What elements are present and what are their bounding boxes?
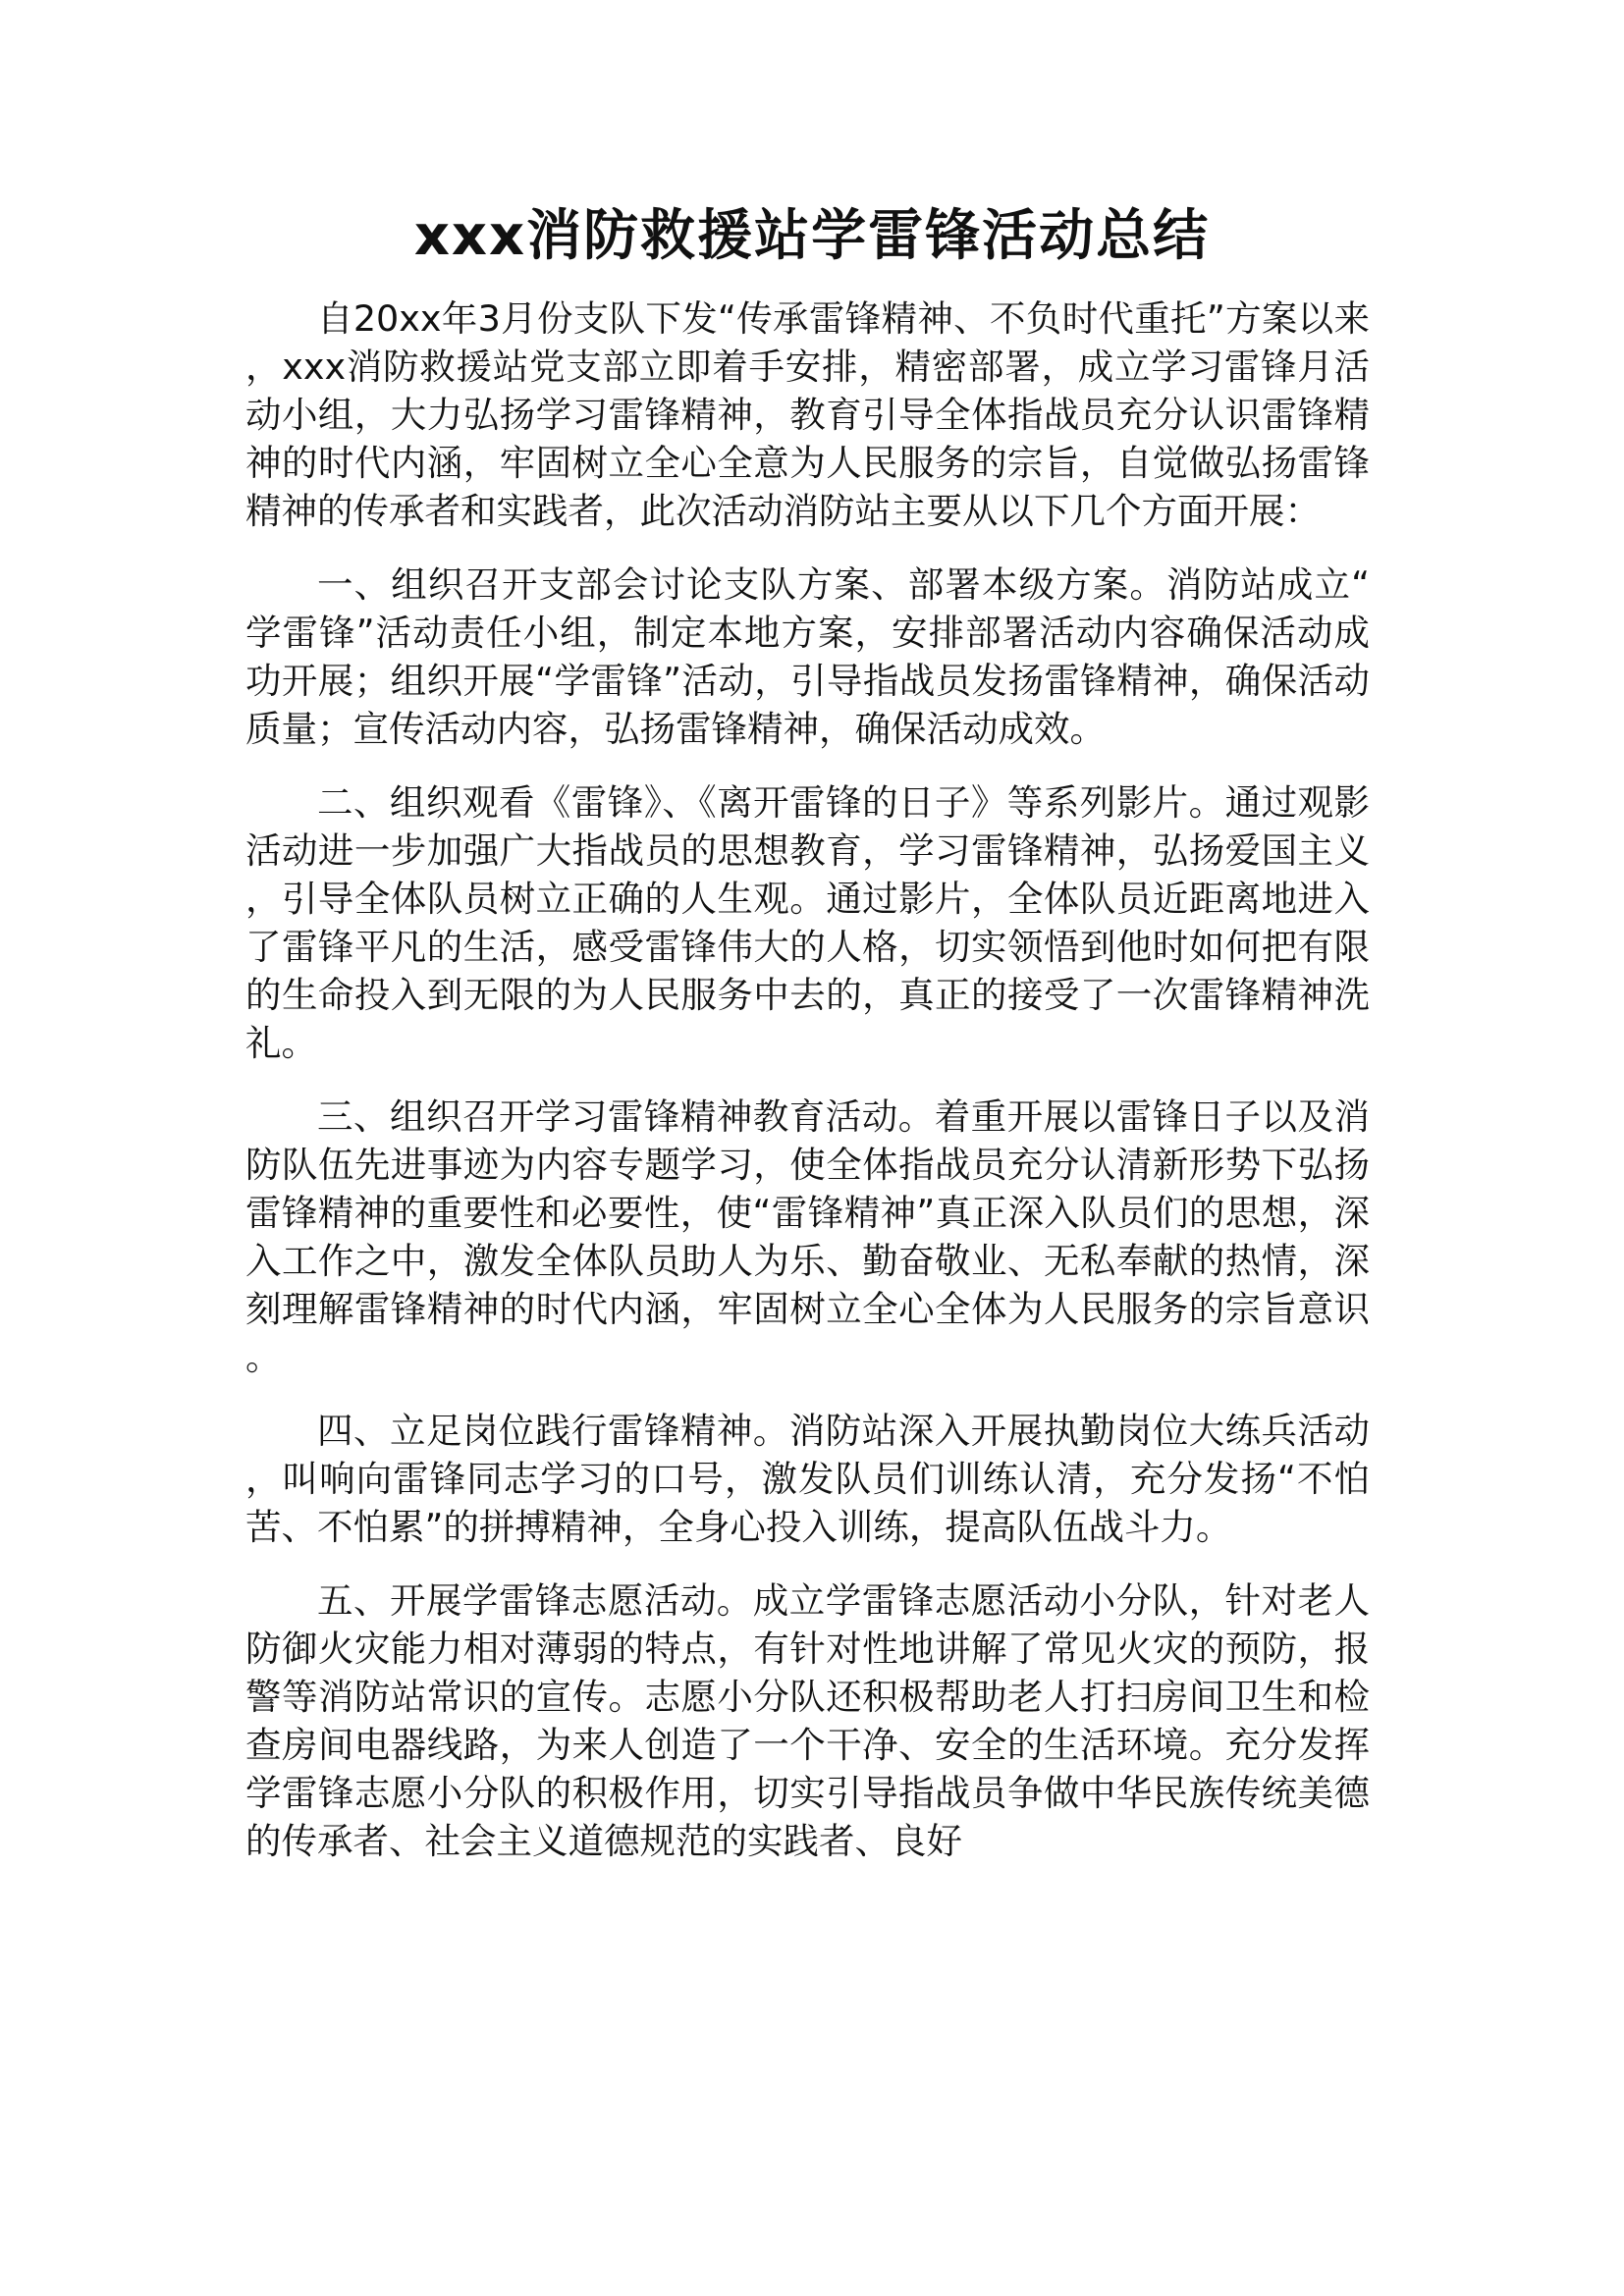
paragraph-section-5: 五、开展学雷锋志愿活动。成立学雷锋志愿活动小分队，针对老人防御火灾能力相对薄弱的特点，有针对性地讲解了常见火灾的预防，报警等消防站常识的宣传。志愿小分队还积极帮助老人打扫房间卫生和检查房间电器线路，为来人创造了一个干净、安全的生活环境。充分发挥学雷锋志愿小分队的积极作用，切实引导指战员争做中华民族传统美德的传承者、社会主义道德规范的实践者、良好 <box>245 1579 1370 1862</box>
document-title: xxx消防救援站学雷锋活动总结 <box>413 204 1211 268</box>
document-body <box>245 294 1370 1891</box>
paragraph-section-2: 二、组织观看《雷锋》、《离开雷锋的日子》等系列影片。通过观影活动进一步加强广大指战员的思想教育，学习雷锋精神，弘扬爱国主义，引导全体队员树立正确的人生观。通过影片，全体队员近距离地进入了雷锋平凡的生活，感受雷锋伟大的人格，切实领悟到他时如何把有限的生命投入到无限的为人民服务中去的，真正的接受了一次雷锋精神洗礼。 <box>245 781 1370 1064</box>
paragraph-section-1: 一、组织召开支部会讨论支队方案、部署本级方案。消防站成立“学雷锋”活动责任小组，制定本地方案，安排部署活动内容确保活动成功开展；组织开展“学雷锋”活动，引导指战员发扬雷锋精神，确保活动质量；宣传活动内容，弘扬雷锋精神，确保活动成效。 <box>245 563 1370 750</box>
paragraph-intro: 自20xx年3月份支队下发“传承雷锋精神、不负时代重托”方案以来，xxx消防救援站党支部立即着手安排，精密部署，成立学习雷锋月活动小组，大力弘扬学习雷锋精神，教育引导全体指战员充分认识雷锋精神的时代内涵，牢固树立全心全意为人民服务的宗旨，自觉做弘扬雷锋精神的传承者和实践者，此次活动消防站主要从以下几个方面开展： <box>245 297 1370 532</box>
paragraph-section-4: 四、立足岗位践行雷锋精神。消防站深入开展执勤岗位大练兵活动，叫响向雷锋同志学习的口号，激发队员们训练认清，充分发扬“不怕苦、不怕累”的拼搏精神，全身心投入训练，提高队伍战斗力。 <box>245 1410 1370 1548</box>
paragraph-section-3: 三、组织召开学习雷锋精神教育活动。着重开展以雷锋日子以及消防队伍先进事迹为内容专题学习，使全体指战员充分认清新形势下弘扬雷锋精神的重要性和必要性，使“雷锋精神”真正深入队员们的思想，深入工作之中，激发全体队员助人为乐、勤奋敬业、无私奉献的热情，深刻理解雷锋精神的时代内涵，牢固树立全心全体为人民服务的宗旨意识。 <box>245 1095 1370 1378</box>
